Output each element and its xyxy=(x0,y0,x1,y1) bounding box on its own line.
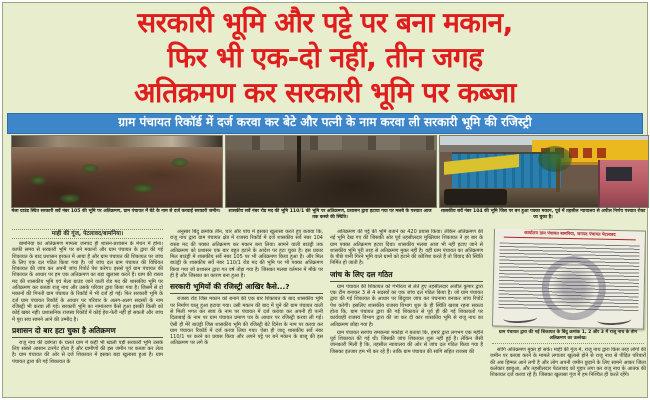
electric-pole xyxy=(297,136,301,182)
subheadline-text: ग्राम पंचायत रिकॉर्ड में दर्ज करवा कर बेटे और पत्नी के नाम करवा ली सरकारी भूमि की रजिस्ट्री xyxy=(118,115,532,129)
tree-foliage xyxy=(538,146,572,172)
document-scan xyxy=(492,229,646,330)
shrub xyxy=(172,158,188,167)
body-column-1 xyxy=(12,229,163,397)
headline-line-3: अतिक्रमण कर सरकारी भूमि पर कब्जा xyxy=(134,76,516,109)
paragraph: सांगि अतिक्रमण मुक्त हो सके। माही की गूंज में, राजू नाथ द्वारा किस तरह लोगों की जमीन पर कब्जा करने के मामले लगातार खुलासे होने से राजू नाथ से पीड़ित परिवारों की अब हिम्मत आने लगी है और लोग अपनी जमीन छुड़ाने के लिए सामने आकर जिला कलेक्टर झाबुआ, और तहसीलदार पेटलावद को गुहार लगा कर राजू नाथ के आतंक की शिकायत दर्ज करवा रहे हैं। जिसका खुलासा गूंज में हम निश्चित ही करते रहेंगे। xyxy=(490,347,646,379)
headline-line-1: सरकारी भूमि और पट्टे पर बना मकान, xyxy=(137,6,513,39)
document-letterhead: कार्यालय ग्राम पंचायत बामनिया, जनपद पंचायत पेटलावद xyxy=(504,231,636,241)
photo-debris-plot xyxy=(225,135,437,208)
document-caption: ग्राम पंचायत द्वारा की गई शिकायत के बिंदु क्रमांक 1, 2 और 3 में राजू नाथ के तीन अतिक्रमण का उल्लेख। xyxy=(492,330,644,344)
handcart xyxy=(444,189,506,205)
shrub xyxy=(60,194,80,203)
headline-line-2: फिर भी एक-दो नहीं, तीन जगह xyxy=(167,41,483,74)
paragraph: ग्राम पंचायत सरपंच रामकन्या मकोड़ा ने बताया कि, हमारे द्वारा लगभग एक महीने पूर्व शिकायत की गई थी। जिसकी जांच शिकायत शुरू नहीं हुई है। लेकिन जैसी जानकारी मिली है कि, तहसील न्यायालय की ओर से जांच दल गठित किया गया है जिसका इंतजार हम भी कर रहे हैं। ताकि ग्राम पंचायत की सांगि सहित राजस्व की xyxy=(330,329,483,355)
photo-caption-2: शासकीय सर्वे नंबर रोड मद की भूमि 110/1 की भूमि पर अतिक्रमण, प्रशासन द्वारा हटाया गया पर मलबे के पश्चात आज तक कब्जे की स्थिति। xyxy=(228,209,432,220)
signature xyxy=(503,312,537,324)
subheading-encroachment-removed: प्रशासन दो बार हटा चुका है अतिक्रमण xyxy=(12,325,163,338)
pink-truck xyxy=(598,160,648,207)
paragraph: राजस्व रोड जिस मकान को बनाने की एक बार शिकायत के बाद शासकीय भूमि पर निर्माण चालू हुआ हटाया गया। उसी मकान की बाद में चुने की ग्राम पंचायत वाली से मिली भगत कर स्वयं के नाम पर पंचायत में दर्ज कराया कर अपनी ही पत्नी दिलाबाई के नाम पर ग्राम पंचायत प्रमाण पत्र के आधार पर रजिस्ट्री करवा ली गई। ऐसी ही मेरे बाउंड्री जिस शासकीय भूमि की रजिस्ट्री बेटे दिनेश के नाम पर करवा कर ग्राम पंचायत रिकॉर्ड में दर्ज करवा लिया गया। ऐसा ही जादू शासकीय सर्वे नंबर 110/1 पर करने का प्रयास किया और अपने पट्टे पर बने मकान के बाजू की इस अतिक्रमण पर लगे के xyxy=(170,296,323,347)
signature xyxy=(597,314,631,326)
photo-caption-3: शासकीय सर्वे नंबर 104 की भूमि जिस पर बन हुआ पक्का मकान, पूर्व में तहसील न्यायालय से अपील निर्णय पश्चात रोका जा चुका है। xyxy=(440,209,646,220)
boundary-wall xyxy=(226,136,436,150)
subheadline-bar xyxy=(7,113,643,134)
shrub xyxy=(132,184,154,193)
body-column-2 xyxy=(170,229,323,397)
background-wall xyxy=(12,136,222,147)
paragraph: बामनिया का अतिक्रमण मामला जनपद ही शासन-प्रशासन के मंथन में होना। काफी समय से सरकारी भूमि पर बने मकानों और ग्राम पंचायत के द्वारा की गई शिकायत के बाद प्रशासन हरकत में आया है और ग्राम पंचायत की शिकायत पर जांच के लिए एक दल गठित किया गया है। जो जांच दल ग्राम पंचायत की विधिवत शिकायत की जांच कर अपनी जांच रिपोर्ट पेश करेगा। इससे पूर्व ग्राम पंचायत की शिकायत के आधार पर हम एक अतिक्रमण का बड़ा खुलासा करते हैं। ग्राम की रास्ता मद की शासकीय भूमि एवं मेला ग्राउंड जाने वाली रोड मद की शासकीय भूमि पर अतिक्रमण कर कब्जा राजू नाथ और उसके परिवार द्वारा किया गया है। जिसमें से दो मकानों की गिनती ग्राम पंचायत के रिकॉर्ड में भी दर्ज हो गई। फिर सरकारी भूमि के दर्ज ग्राम पंचायत रिकॉर्ड के आधार पर परिवार के अलग-अलग सदस्यों के नाम रजिस्ट्री भी करवा ली गई। सरकारी भूमि का नामांतरण कैसे हुआ इसकी किसी को कोई खबर नहीं। प्रशासनिक राजस्व रिकॉर्ड में कोई हेरा-फेरी नहीं हो सकती और जांच में पूरा सच सामने आने की उम्मीद है। xyxy=(12,241,163,323)
shrub xyxy=(82,164,98,173)
headline xyxy=(9,5,641,111)
photo-pakka-makan xyxy=(439,135,649,208)
subheading-registry-how: सरकारी भूमियों की रजिस्ट्री आखिर कैसे...? xyxy=(170,281,323,294)
body-column-4 xyxy=(490,229,646,397)
photo-vacant-plot xyxy=(11,135,223,208)
byline: माही की गूंज, पेटलावद/बामनिया। xyxy=(12,229,163,239)
photo-caption-1: मेला ग्राउंड स्थित सरकारी सर्वे नंबर 105 की भूमि पर अतिक्रमण, ग्राम पंचायत में बेटे के नाम से दर्ज करवाई सरकारी जमीन। xyxy=(11,209,221,214)
body-column-3 xyxy=(330,229,483,397)
subheading-inquiry-team: जांच के लिए दल गठित xyxy=(330,269,483,282)
shrub xyxy=(30,176,46,185)
paragraph: अतिक्रमण की पट्टे की भूमि बताने का 420 प्रयास किया। लेकिन अतिक्रमण की नई भूमि देख गए की जिसकी ओर पूर्व तहसीलदार मुख्तियार शिकायत ने हर बार के ग्राम पक्का अतिक्रमण हटवा दिया। शासकीय मलबा आज भी नहीं हटाए जाने से शासकीय भूमि पूरी तरह से अतिक्रमण मुक्त नहीं है। वहीं ग्राम पंचायत का अतिक्रमण के पीछे पानी गिरने भूमि वाले ग्रामों को हटाने की कोशिश करते हैं तो विवाद की स्थिति निर्मित हो जाती है। xyxy=(330,229,483,267)
truck-window xyxy=(606,167,632,181)
page-frame xyxy=(2,2,648,398)
paragraph: ग्राम पंचायत की शिकायत को गंभीरता से लेते हुए तहसीलदार अजीत कुमार द्वारा एक टीम बनाकर 3 से 4 सदस्यों का एक जांच दल गठित किया है। जो ग्राम पंचायत द्वारा की गई शिकायत के आधार पर बिंदुवार जांच कर पंचनामा बनाकर जांच रिपोर्ट पेश करेगी। इसलिए शासकीय राजस्व विभाग शुरू के ही स्थिति खराब रहना सकता होता कि, ग्राम पंचायत द्वारा की गई शिकायत से पूर्व ही की गई शिकायतों पर कार्यवाही राजस्व विभाग द्वारा की जा कर दी कार शासकीय भूमि से राजू नाथ का अतिक्रमण छोड़ा गया है। xyxy=(330,283,483,328)
paragraph: अनुसार बिंदु क्रमांक तीन, चार और पांच में इसका खुलासा करते हुए बताया कि, राजू नाथ द्वारा ग्राम पंचायत क्षेत्र में राजस्व रिकॉर्ड में दर्ज शासकीय सर्वे नंबर 104 रास्ता मद की पक्का अतिक्रमण कर मकान बना लिया। सामने वाली बाउंड्री तक अतिक्रमण को प्रशासन एक बार बहुत हटाने के आदेश पर हटा चुका है। इस प्रकार मिल बाउंड्री में शासकीय सर्वे नंबर 105 पर भी अतिक्रमण किया हुआ है। और मिल बाउंड्री के शासकीय सर्वे नंबर 110/1 रोड मद की भूमि पर भी पक्का अतिक्रमण किया गया जो प्रशासन द्वारा गत वर्ष तोड़ा गया है। जिसका मलबा वर्तमान में मौके पर ही है और जिसका का कारण बना हुआ है। xyxy=(170,229,323,280)
paragraph: राजू नाथ की दबंगता के चलते ग्राम में कहीं भी खाली पड़ी सरकारी भूमि उसके लिए सबसे आसान टारगेट होता है और ग्रामीणों की इस जमीन पर कब्जा कर लेता है। ग्राम पंचायत की ओर से दर्ज शिकायत में इसका बड़ा खुलासा हुआ है। ग्राम पंचायत द्वारा की गई शिकायत के xyxy=(12,339,163,365)
